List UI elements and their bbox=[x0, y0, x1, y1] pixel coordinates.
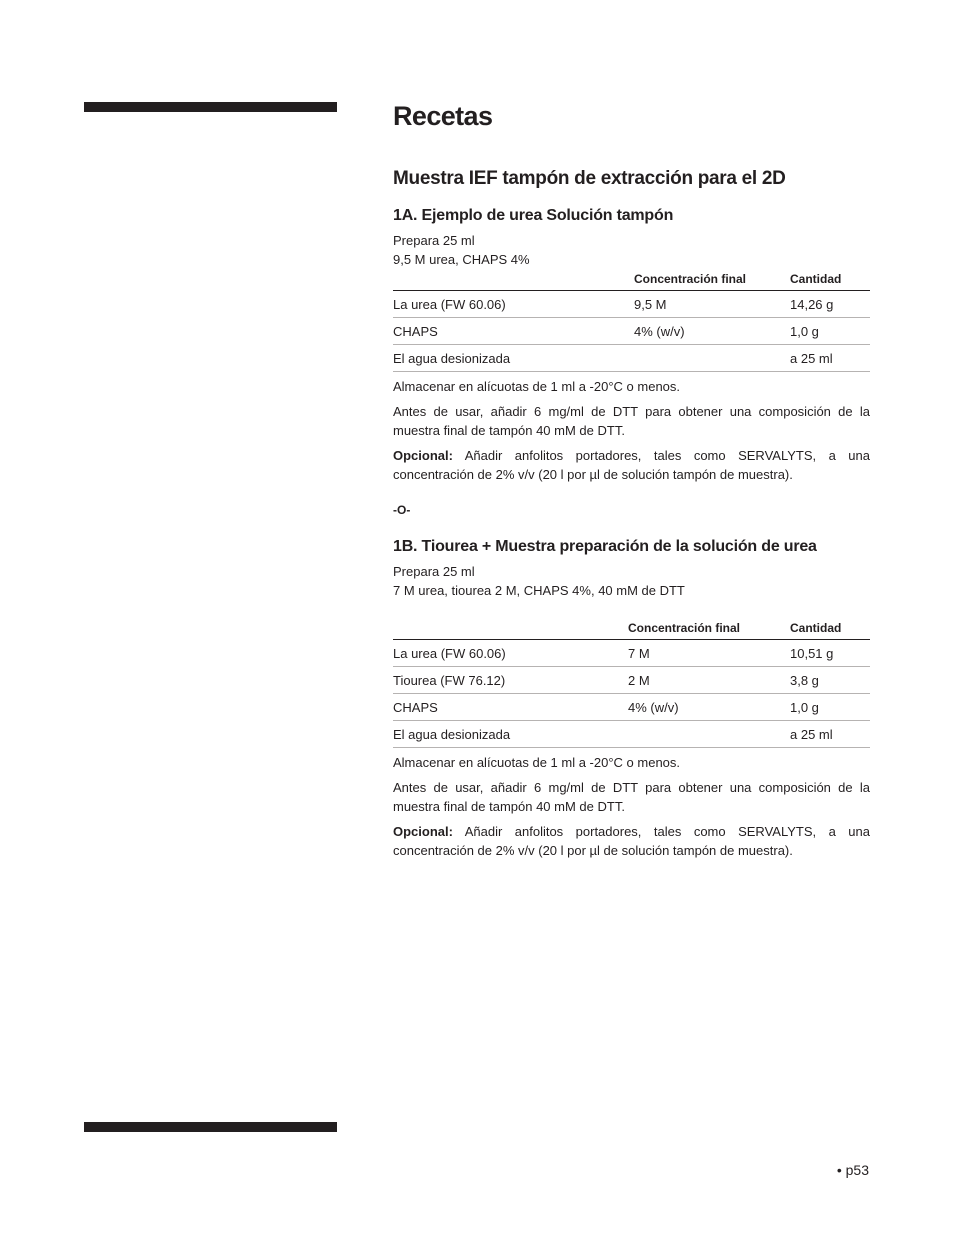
quantity-cell: 14,26 g bbox=[790, 291, 870, 318]
page-title: Recetas bbox=[393, 101, 493, 131]
table-row bbox=[393, 694, 870, 721]
header-ingredient bbox=[393, 619, 628, 640]
page-number: • p53 bbox=[836, 1162, 869, 1178]
ingredient-cell: Tiourea (FW 76.12) bbox=[393, 667, 628, 694]
table-row bbox=[393, 291, 870, 318]
recipe-b-usage: Antes de usar, añadir 6 mg/ml de DTT para obtener una composición de la muestra final de tampón 40 mM de DTT. bbox=[393, 780, 870, 814]
table-row bbox=[393, 667, 870, 694]
header-final-concentration: Concentración final bbox=[634, 270, 790, 291]
recipe-a-usage: Antes de usar, añadir 6 mg/ml de DTT para obtener una composición de la muestra final de tampón 40 mM de DTT. bbox=[393, 404, 870, 438]
ingredient-cell: La urea (FW 60.06) bbox=[393, 291, 634, 318]
recipe-b-title: 1B. Tiourea + Muestra preparación de la solución de urea bbox=[393, 538, 817, 555]
optional-label: Opcional: bbox=[393, 824, 453, 839]
recipe-b-table bbox=[393, 619, 870, 748]
header-final-concentration: Concentración final bbox=[628, 619, 790, 640]
quantity-cell: 10,51 g bbox=[790, 640, 870, 667]
section-title: Muestra IEF tampón de extracción para el 2D bbox=[393, 168, 786, 189]
ingredient-cell: El agua desionizada bbox=[393, 345, 634, 372]
quantity-cell: 3,8 g bbox=[790, 667, 870, 694]
concentration-cell bbox=[628, 721, 790, 748]
concentration-cell: 9,5 M bbox=[634, 291, 790, 318]
header-ingredient bbox=[393, 270, 634, 291]
optional-text: Añadir anfolitos portadores, tales como SERVALYTS, a una concentración de 2% v/v (20 l por µl de solución tampón de muestra). bbox=[393, 824, 870, 858]
table-row bbox=[393, 318, 870, 345]
recipe-b-optional bbox=[393, 822, 870, 860]
recipe-a-title: 1A. Ejemplo de urea Solución tampón bbox=[393, 207, 674, 224]
optional-text: Añadir anfolitos portadores, tales como SERVALYTS, a una concentración de 2% v/v (20 l por µl de solución tampón de muestra). bbox=[393, 448, 870, 482]
quantity-cell: a 25 ml bbox=[790, 345, 870, 372]
page-content bbox=[393, 94, 870, 860]
table-header-row bbox=[393, 619, 870, 640]
table-row bbox=[393, 721, 870, 748]
quantity-cell: 1,0 g bbox=[790, 318, 870, 345]
concentration-cell: 2 M bbox=[628, 667, 790, 694]
recipe-b-composition: 7 M urea, tiourea 2 M, CHAPS 4%, 40 mM de DTT bbox=[393, 583, 685, 598]
recipe-b-storage: Almacenar en alícuotas de 1 ml a -20°C o menos. bbox=[393, 755, 681, 770]
recipe-a-prep: Prepara 25 ml bbox=[393, 233, 475, 248]
header-quantity: Cantidad bbox=[790, 270, 870, 291]
concentration-cell: 4% (w/v) bbox=[634, 318, 790, 345]
header-quantity: Cantidad bbox=[790, 619, 870, 640]
recipe-b-prep: Prepara 25 ml bbox=[393, 564, 475, 579]
recipe-a-table bbox=[393, 270, 870, 372]
ingredient-cell: El agua desionizada bbox=[393, 721, 628, 748]
ingredient-cell: CHAPS bbox=[393, 694, 628, 721]
table-header-row bbox=[393, 270, 870, 291]
recipe-a-composition: 9,5 M urea, CHAPS 4% bbox=[393, 252, 530, 267]
table-row bbox=[393, 640, 870, 667]
concentration-cell: 4% (w/v) bbox=[628, 694, 790, 721]
top-decorative-rule bbox=[84, 102, 337, 112]
concentration-cell bbox=[634, 345, 790, 372]
quantity-cell: a 25 ml bbox=[790, 721, 870, 748]
bottom-decorative-rule bbox=[84, 1122, 337, 1132]
ingredient-cell: CHAPS bbox=[393, 318, 634, 345]
or-separator: -O- bbox=[393, 503, 411, 517]
recipe-a-storage: Almacenar en alícuotas de 1 ml a -20°C o menos. bbox=[393, 379, 681, 394]
ingredient-cell: La urea (FW 60.06) bbox=[393, 640, 628, 667]
optional-label: Opcional: bbox=[393, 448, 453, 463]
concentration-cell: 7 M bbox=[628, 640, 790, 667]
recipe-a-optional bbox=[393, 446, 870, 484]
quantity-cell: 1,0 g bbox=[790, 694, 870, 721]
table-row bbox=[393, 345, 870, 372]
